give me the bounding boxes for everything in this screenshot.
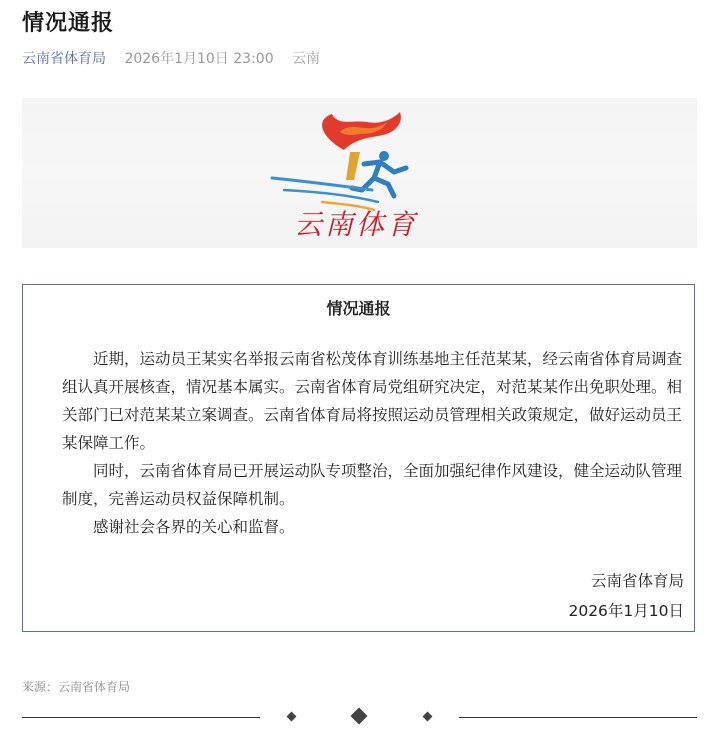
diamond-icon bbox=[287, 712, 297, 722]
notice-heading: 情况通报 bbox=[326, 299, 391, 318]
divider-line-right bbox=[459, 717, 697, 718]
signature-date: 2026年1月10日 bbox=[568, 602, 684, 620]
source-line: 来源：云南省体育局 bbox=[22, 680, 131, 694]
publish-location: 云南 bbox=[292, 51, 321, 67]
logo-banner bbox=[22, 98, 697, 248]
notice-box bbox=[22, 284, 695, 632]
signature-org: 云南省体育局 bbox=[590, 572, 684, 590]
diamond-icon bbox=[423, 712, 433, 722]
divider-line-left bbox=[22, 717, 260, 718]
notice-paragraph: 同时，云南省体育局已开展运动队专项整治，全面加强纪律作风建设，健全运动队管理制度，完善运动员权益保障机制。 bbox=[62, 462, 683, 508]
yunnan-sports-logo bbox=[22, 98, 697, 248]
diamond-icon bbox=[351, 708, 368, 725]
notice-body bbox=[62, 345, 684, 541]
notice-paragraph: 近期，运动员王某实名举报云南省松茂体育训练基地主任范某某，经云南省体育局调查组认真开展核查，情况基本属实。云南省体育局党组研究决定，对范某某作出免职处理。相关部门已对范某某立案调查。云南省体育局将按照运动员管理相关政策规定，做好运动员王某保障工作。 bbox=[62, 350, 683, 452]
account-name-link[interactable]: 云南省体育局 bbox=[22, 51, 106, 67]
runner-figure-icon bbox=[352, 162, 406, 196]
article-meta bbox=[22, 48, 334, 68]
publish-datetime: 2026年1月10日 23:00 bbox=[124, 51, 274, 67]
logo-text: 云南体育 bbox=[294, 208, 419, 241]
ornamental-divider bbox=[22, 706, 697, 730]
article-title: 情况通报 bbox=[22, 11, 115, 36]
notice-paragraph: 感谢社会各界的关心和监督。 bbox=[93, 518, 295, 536]
